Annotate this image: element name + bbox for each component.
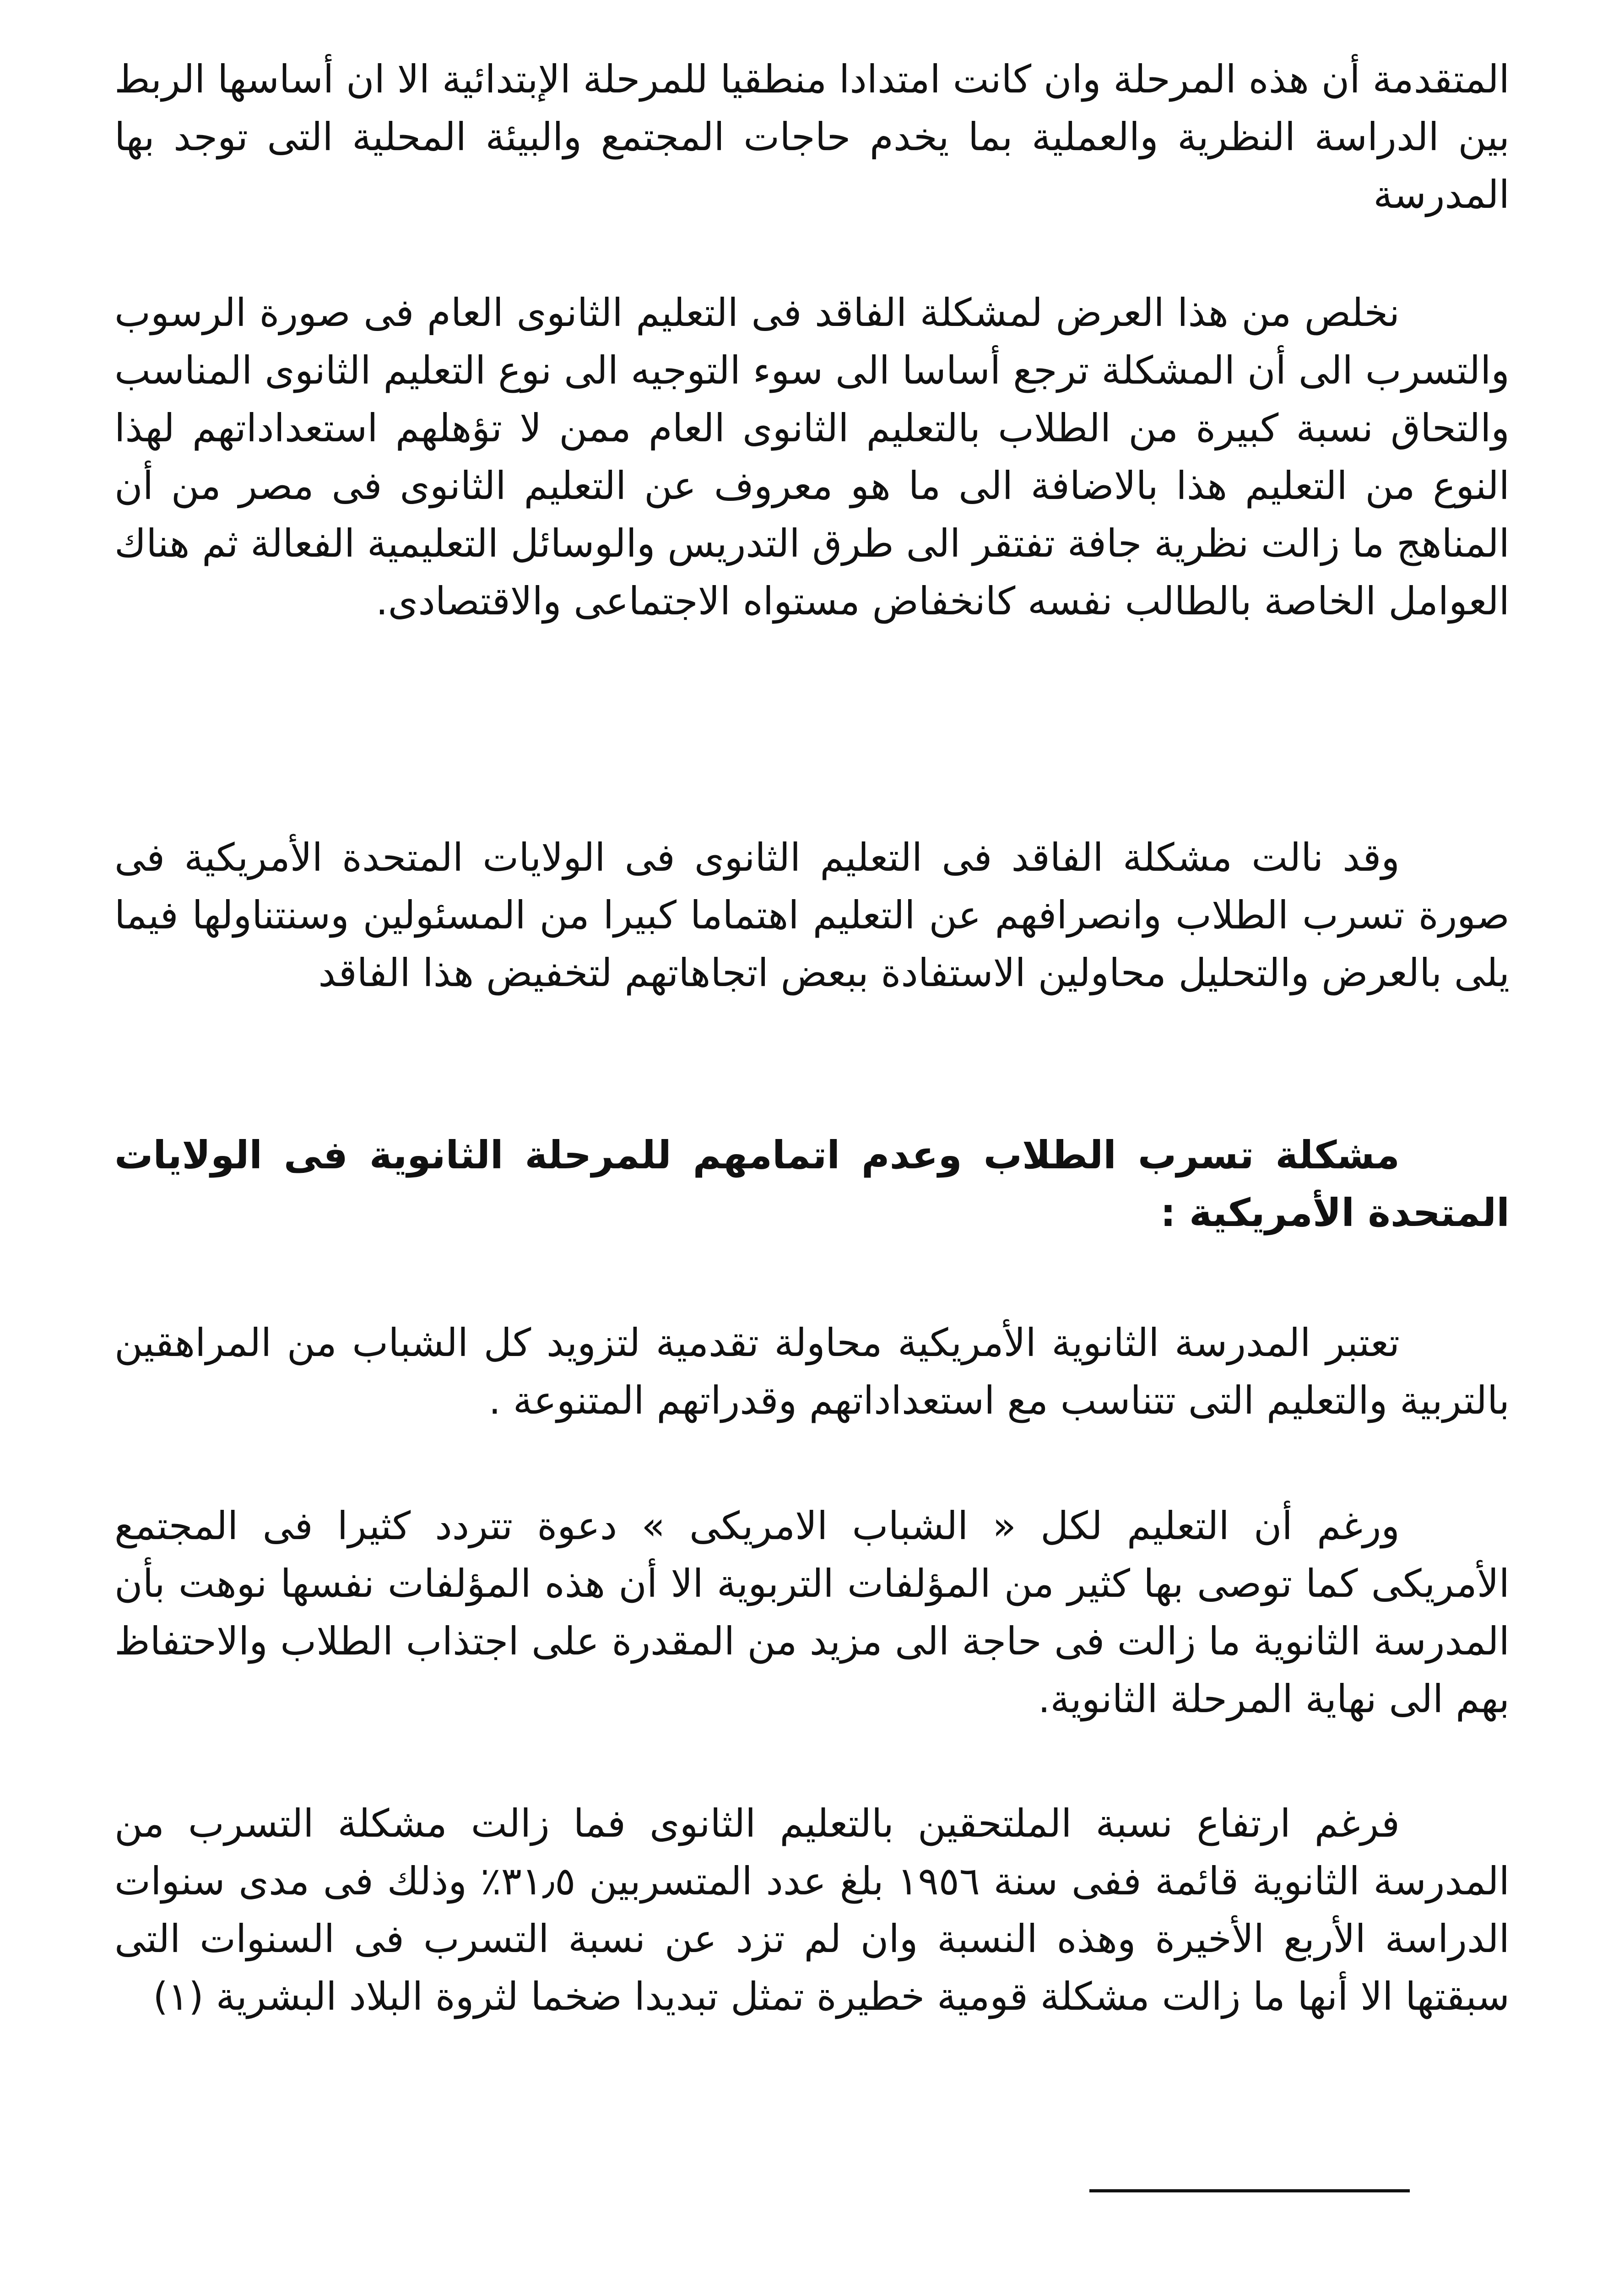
paragraph-5: ورغم أن التعليم لكل « الشباب الامريكى » دعوة تتردد كثيرا فى المجتمع الأمريكى كما توصى بها كثير من المؤلفات التربوية الا أن هذه المؤلفات نفسها نوهت بأن المدرسة الثانوية ما زالت فى حاجة الى مزيد من المقدرة على اجتذاب الطلاب والاحتفاظ بهم الى نهاية المرحلة الثانوية. [114, 1503, 1510, 1721]
paragraph-summary [114, 284, 1510, 630]
paragraph-1: المتقدمة أن هذه المرحلة وان كانت امتدادا منطقيا للمرحلة الإبتدائية الا ان أساسها الربط بين الدراسة النظرية والعملية بما يخدم حاجات المجتمع والبيئة المحلية التى توجد بها المدرسة [114, 57, 1510, 217]
paragraph-3: وقد نالت مشكلة الفاقد فى التعليم الثانوى فى الولايات المتحدة الأمريكية فى صورة تسرب الطلاب وانصرافهم عن التعليم اهتماما كبيرا من المسئولين وسنتناولها فيما يلى بالعرض والتحليل محاولين الاستفادة ببعض اتجاهاتهم لتخفيض هذا الفاقد [114, 835, 1510, 995]
paragraph-american-youth [114, 1497, 1510, 1728]
section-heading-block [114, 1126, 1510, 1242]
paragraph-4: تعتبر المدرسة الثانوية الأمريكية محاولة تقدمية لتزويد كل الشباب من المراهقين بالتربية والتعليم التى تتناسب مع استعداداتهم وقدراتهم المتنوعة . [114, 1320, 1510, 1423]
footnote [114, 2282, 1510, 2289]
paragraph-2: نخلص من هذا العرض لمشكلة الفاقد فى التعليم الثانوى العام فى صورة الرسوب والتسرب الى أن المشكلة ترجع أساسا الى سوء التوجيه الى نوع التعليم الثانوى المناسب والتحاق نسبة كبيرة من الطلاب بالتعليم الثانوى العام ممن لا تؤهلهم استعداداتهم لهذا النوع من التعليم هذا بالاضافة الى ما هو معروف عن التعليم الثانوى فى مصر من أن المناهج ما زالت نظرية جافة تفتقر الى طرق التدريس والوسائل التعليمية الفعالة ثم هناك العوامل الخاصة بالطالب نفسه كانخفاض مستواه الاجتماعى والاقتصادى. [114, 290, 1510, 624]
paragraph-dropout-rate [114, 1795, 1510, 2025]
footnote-divider [1089, 2189, 1410, 2192]
paragraph-6: فرغم ارتفاع نسبة الملتحقين بالتعليم الثانوى فما زالت مشكلة التسرب من المدرسة الثانوية قائمة ففى سنة ١٩٥٦ بلغ عدد المتسربين ٣١٫٥٪ وذلك فى مدى سنوات الدراسة الأربع الأخيرة وهذه النسبة وان لم تزد عن نسبة التسرب فى السنوات التى سبقتها الا أنها ما زالت مشكلة قومية خطيرة تمثل تبديدا ضخما لثروة البلاد البشرية (١) [114, 1801, 1510, 2019]
footnote-line-1 [114, 2282, 1510, 2289]
paragraph-us-problem [114, 829, 1510, 1002]
paragraph-continuation [114, 50, 1510, 223]
paragraph-high-school [114, 1314, 1510, 1429]
section-heading: مشكلة تسرب الطلاب وعدم اتمامهم للمرحلة الثانوية فى الولايات المتحدة الأمريكية : [114, 1133, 1510, 1235]
